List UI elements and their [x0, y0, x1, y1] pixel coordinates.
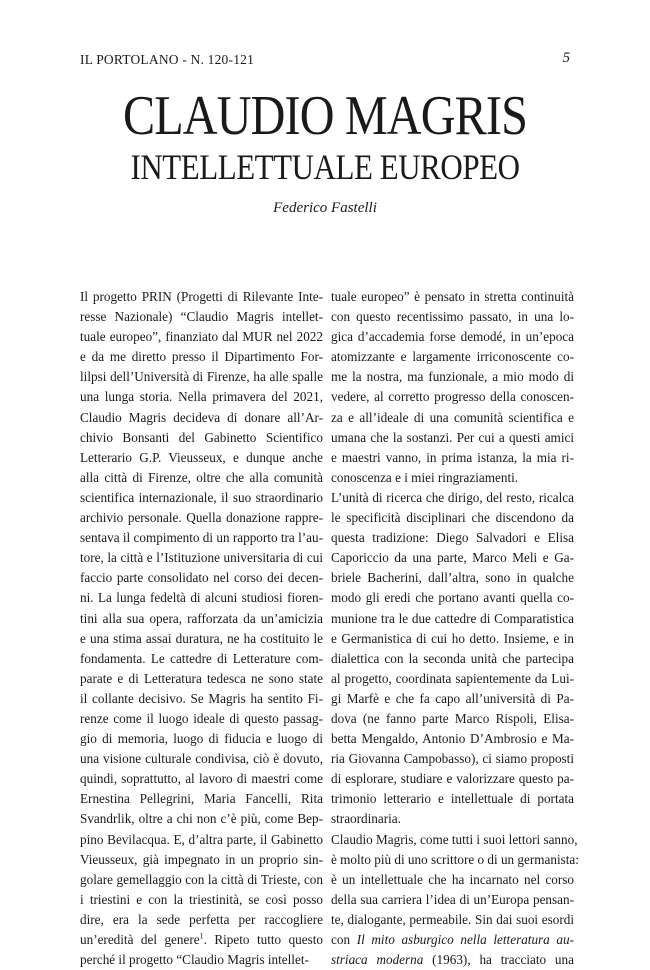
text-line: tini alla sua opera, rafforzata da un’amicizia — [80, 610, 323, 626]
text-line: perché il progetto “Claudio Magris intellet- — [80, 952, 309, 968]
text-line: dova (ne fanno parte Marco Rispoli, Elisa- — [331, 710, 574, 726]
text-line: al progetto, coordinata sapientemente da Lui- — [331, 670, 574, 686]
text-line: le specificità disciplinari che discendono da — [331, 510, 574, 526]
text-line: za e all’ideale di una comunità scientifica e — [331, 409, 574, 425]
text-line: gi Marfè e che fa capo all’università di Pa- — [331, 690, 574, 706]
text-line: alla città di Firenze, oltre che alla comunità — [80, 469, 323, 485]
text-line: pino Bevilacqua. E, d’altra parte, il Gabinetto — [80, 831, 323, 847]
title-line-1: CLAUDIO MAGRIS — [122, 85, 528, 147]
text-line: questa tradizione: Diego Salvadori e Elisa — [331, 530, 574, 546]
running-head: IL PORTOLANO - N. 120-121 — [80, 52, 255, 67]
text-line: briele Bacherini, dall’altra, sono in qualche — [331, 570, 574, 586]
text-fragment: (1963), ha tracciato una — [423, 952, 574, 968]
text-line: i triestini e con la triestinità, se così posso — [80, 891, 323, 907]
text-line: e maestri vanno, in prima istanza, la mia ri- — [331, 449, 574, 465]
text-line: Caporiccio da una parte, Marco Meli e Ga- — [331, 550, 574, 566]
text-line: tuale europeo” è pensato in stretta continuità — [331, 289, 574, 304]
text-line: L’unità di ricerca che dirigo, del resto, ricalca — [331, 489, 574, 505]
footnote-marker[interactable]: 1 — [199, 931, 204, 941]
text-line: betta Mengaldo, Antonio D’Ambrosio e Ma- — [331, 731, 574, 747]
text-line: tuale europeo”, finanziato dal MUR nel 2022 — [80, 329, 323, 345]
text-line: sentava il compimento di un rapporto tra l’au- — [80, 530, 323, 546]
text-line: Letterario G.P. Vieusseux, e dunque anche — [80, 449, 323, 465]
text-line: gica d’accademia forse demodé, in un’epoca — [331, 329, 574, 345]
text-line: te, dialogante, permeabile. Sin dai suoi esordi — [331, 911, 574, 927]
text-line: Vieusseux, già impegnato in un proprio sin- — [80, 851, 323, 867]
text-line: atomizzante e largamente irriconoscente co- — [331, 349, 574, 365]
text-line: dire, era la sede perfetta per raccogliere — [80, 911, 323, 927]
text-line: di esplorare, studiare e valorizzare questo pa- — [331, 771, 574, 787]
text-line: archivio personale. Quella donazione rappre- — [80, 510, 323, 526]
text-line: Svandrlik, oltre a chi non c’è più, come Bep- — [80, 811, 323, 827]
text-line: quindi, soprattutto, al lavoro di maestri come — [80, 771, 323, 787]
author-name: Federico Fastelli — [273, 200, 377, 216]
text-line: munione tra le due cattedre di Comparatistica — [331, 610, 574, 626]
text-line: una lunga storia. Nella primavera del 2021, — [80, 389, 323, 405]
text-line: tore, la città e l’Istituzione universitaria di cui — [80, 550, 323, 566]
text-fragment: un’eredità del genere — [80, 932, 200, 947]
text-line: una visione culturale condivisa, ciò è dovuto, — [80, 751, 323, 767]
text-line: gio di memoria, luogo di fiducia e luogo di — [80, 731, 323, 747]
text-line: golare gemellaggio con la città di Trieste, con — [80, 871, 323, 887]
text-line: scientifica internazionale, il suo straordinario — [80, 489, 323, 505]
text-line: parate e di Letteratura tedesca ne sono state — [80, 670, 323, 686]
text-line — [80, 930, 323, 950]
text-line: è un intellettuale che ha incarnato nel corso — [331, 871, 574, 887]
left-column — [80, 287, 323, 970]
text-line: lilpsi dell’Università di Firenze, ha alle spalle — [80, 369, 323, 385]
text-line: trimonio letterario e intellettuale di portata — [331, 791, 574, 807]
title-line-2: INTELLETTUALE EUROPEO — [130, 147, 520, 187]
text-line: vedere, al corretto progresso della conoscen- — [331, 389, 574, 405]
book-title: striaca moderna — [331, 952, 424, 968]
text-line: straordinaria. — [331, 811, 401, 827]
text-line: e Germanistica di cui ho detto. Insieme, e in — [331, 630, 574, 646]
text-line: Claudio Magris, come tutti i suoi lettori sanno, — [331, 831, 578, 847]
text-line: conoscenza e i miei ringraziamenti. — [331, 469, 519, 485]
text-line: con questo recentissimo passato, in una lo- — [331, 309, 574, 325]
text-fragment: . Ripeto tutto questo — [203, 932, 323, 947]
text-line — [331, 930, 574, 950]
text-line — [331, 950, 574, 970]
text-line: resse Nazionale) “Claudio Magris intellet- — [80, 309, 323, 325]
text-line: il collante decisivo. Se Magris ha sentito Fi- — [80, 690, 323, 706]
text-line: faccio parte consolidato nel corso dei decen- — [80, 570, 323, 586]
text-line: fondamenta. Le cattedre di Letterature com- — [80, 650, 323, 666]
text-line: e da me diretto presso il Dipartimento For- — [80, 349, 323, 365]
text-line: Ernestina Pellegrini, Maria Fancelli, Rita — [80, 791, 323, 807]
text-line: ni. La lunga fedeltà di alcuni studiosi fioren- — [80, 590, 323, 606]
right-column — [331, 287, 579, 970]
text-line: umana che la sostanzi. Per cui a questi amici — [331, 429, 574, 445]
text-line: me la nostra, ma funzionale, a mio modo di — [331, 369, 574, 385]
text-line: e una stima assai duratura, ne ha costituito le — [80, 630, 323, 646]
text-fragment: con — [331, 932, 357, 947]
book-title: Il mito asburgico nella letteratura au- — [356, 932, 574, 947]
text-line: Claudio Magris decideva di donare all’Ar- — [80, 409, 323, 425]
text-line: è molto più di uno scrittore o di un germanista: — [331, 851, 579, 867]
page-number: 5 — [562, 50, 570, 66]
text-line: Il progetto PRIN (Progetti di Rilevante Inte- — [80, 289, 323, 304]
text-line: modo gli eredi che portano avanti quella co- — [331, 590, 574, 606]
text-line: della sua carriera l’idea di un’Europa pensan- — [331, 891, 574, 907]
text-line: renze come il luogo ideale di questo passag- — [80, 710, 323, 726]
text-line: ria Giovanna Campobasso), ci siamo proposti — [331, 751, 574, 767]
text-line: chivio Bonsanti del Gabinetto Scientifico — [80, 429, 323, 445]
text-line: dialettica con la seconda unità che partecipa — [331, 650, 574, 666]
